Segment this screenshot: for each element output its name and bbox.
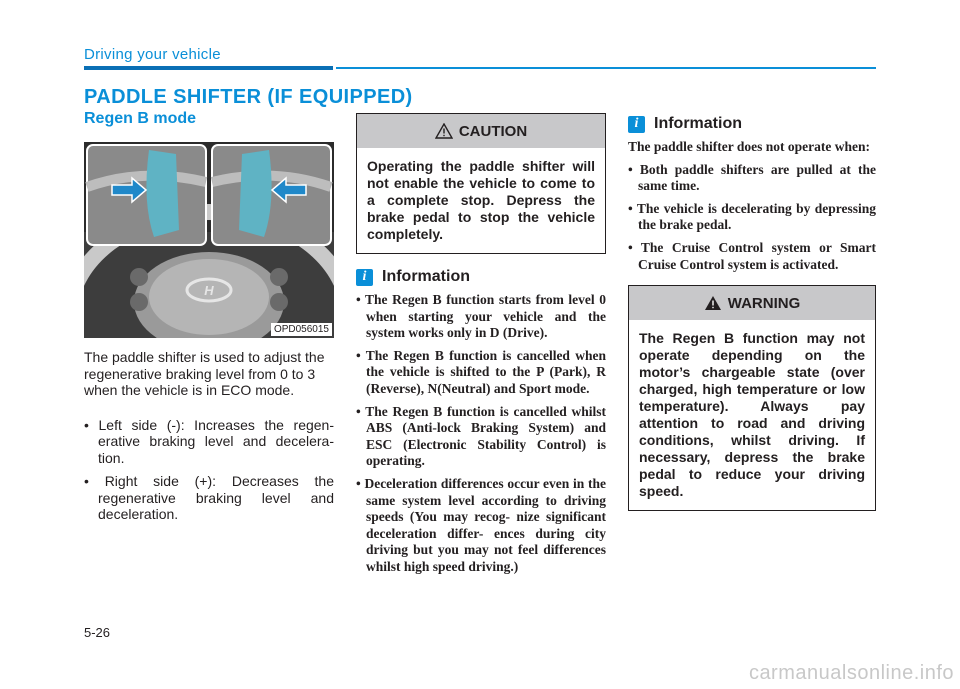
middle-column [356,113,606,582]
caution-box [356,113,606,254]
warning-text: The Regen B function may not operate depending on the motor’s chargeable state (over charged, high temperature or low temperature). Always pay attention to road and driving conditions, whilst driving. If necessary, depress the brake pedal to reduce your driving speed. [639,330,865,500]
header-rule-dark [84,66,333,70]
paddle-shifter-figure [84,142,334,338]
list-item: • The Regen B function is cancelled when the vehicle is shifted to the P (Park), R (Reverse), N(Neutral) and Sport mode. [356,347,606,396]
caution-header [357,114,605,148]
steering-wheel-illustration [84,142,334,338]
right-paddle [239,150,272,237]
intro-paragraph: The paddle shifter is used to adjust the regenerative braking level from 0 to 3 when the vehicle is in ECO mode. [84,349,325,398]
list-item: • The Regen B function starts from level 0 when starting your vehicle and the system works only in D (Drive). [356,292,606,341]
svg-text:H: H [204,283,214,298]
caution-label: CAUTION [458,122,528,140]
figure-code: OPD056015 [271,323,332,336]
info-list [628,162,876,274]
section-header: Driving your vehicle [84,46,221,63]
info-list [356,292,606,576]
regen-b-heading: Regen B mode [84,110,197,127]
info-icon: i [628,116,645,133]
info-heading [628,115,876,133]
list-item: • Left side (-): Increases the regen- erative braking level and decelera- tion. [84,416,334,466]
list-item: • The vehicle is decelerating by depressing the brake pedal. [628,200,876,233]
right-column [628,115,876,511]
info-heading [356,268,606,286]
side-bullets [84,417,334,523]
warning-label: WARNING [727,294,801,312]
list-item: • Both paddle shifters are pulled at the same time. [628,161,876,194]
list-item: • The Regen B function is cancelled whilst ABS (Anti-lock Braking System) and ESC (Electronic Stability Control) is operating. [356,403,606,469]
list-item: • The Cruise Control system or Smart Cruise Control system is activated. [628,239,876,272]
page-number: 5-26 [84,625,111,640]
info-label: Information [654,115,742,132]
caution-text: Operating the paddle shifter will not enable the vehicle to come to a complete stop. Depress the brake pedal to stop the vehicle completely. [367,158,595,242]
header-rule-light [336,67,876,69]
page-title: PADDLE SHIFTER (IF EQUIPPED) [84,86,413,108]
warning-header [629,286,875,320]
list-item: • Right side (+): Decreases the regenerative braking level and deceleration. [84,473,334,522]
warning-triangle-icon [435,123,453,139]
warning-triangle-icon [704,295,722,311]
left-column [84,110,334,530]
left-paddle [146,150,179,237]
info-label: Information [382,268,470,285]
footer-watermark: carmanualsonline.info [748,662,954,684]
info-intro: The paddle shifter does not operate when: [628,139,871,154]
warning-box [628,285,876,511]
list-item: • Deceleration differences occur even in the same system level according to driving speeds (You may recog- nize significant deceleration differ- ences during city driving but you may not feel differences whilst high speed driving.) [356,475,606,574]
info-icon: i [356,269,373,286]
